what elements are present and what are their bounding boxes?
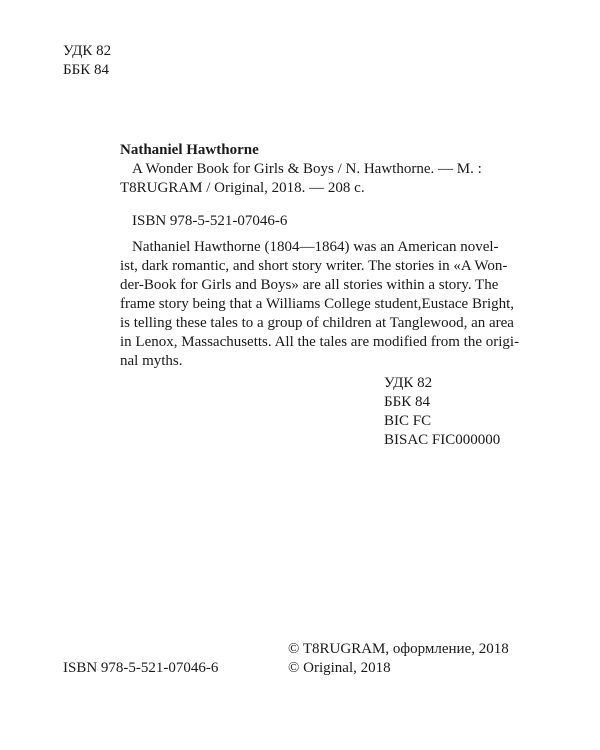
udk-code: УДК 82: [384, 375, 433, 391]
annotation: [120, 238, 520, 371]
catalog-isbn: ISBN 978-5-521-07046-6: [132, 213, 288, 229]
copyright-original: © Original, 2018: [288, 660, 391, 676]
footer-spacer: [63, 640, 218, 659]
catalog-publisher-line: T8RUGRAM / Original, 2018. — 208 с.: [120, 180, 365, 196]
copyright-design: © T8RUGRAM, оформление, 2018: [288, 641, 509, 657]
annotation-line: frame story being that a Williams College student,Eustace Bright,: [120, 296, 515, 312]
annotation-line: is telling these tales to a group of children at Tanglewood, an area: [120, 315, 514, 331]
top-classification: [63, 42, 111, 80]
footer-isbn: ISBN 978-5-521-07046-6: [63, 660, 219, 676]
annotation-line: Nathaniel Hawthorne (1804—1864) was an American novel-: [132, 239, 499, 255]
bbk-code: ББК 84: [63, 62, 109, 78]
udk-code: УДК 82: [63, 43, 112, 59]
catalog-entry: [120, 141, 540, 231]
footer-isbn-block: [63, 640, 218, 678]
annotation-line: ist, dark romantic, and short story writer. The stories in «A Won-: [120, 258, 508, 274]
annotation-line: nal myths.: [120, 353, 183, 369]
copyright-block: [288, 640, 509, 678]
right-classification: [384, 374, 500, 450]
annotation-line: der-Book for Girls and Boys» are all stories within a story. The: [120, 277, 499, 293]
bisac-code: BISAC FIC000000: [384, 432, 501, 448]
bic-code: BIC FC: [384, 413, 432, 429]
catalog-title-line: A Wonder Book for Girls & Boys / N. Hawthorne. — М. :: [132, 161, 482, 177]
bbk-code: ББК 84: [384, 394, 430, 410]
author-name: Nathaniel Hawthorne: [120, 142, 259, 158]
annotation-line: in Lenox, Massachusetts. All the tales are modified from the origi-: [120, 334, 520, 350]
